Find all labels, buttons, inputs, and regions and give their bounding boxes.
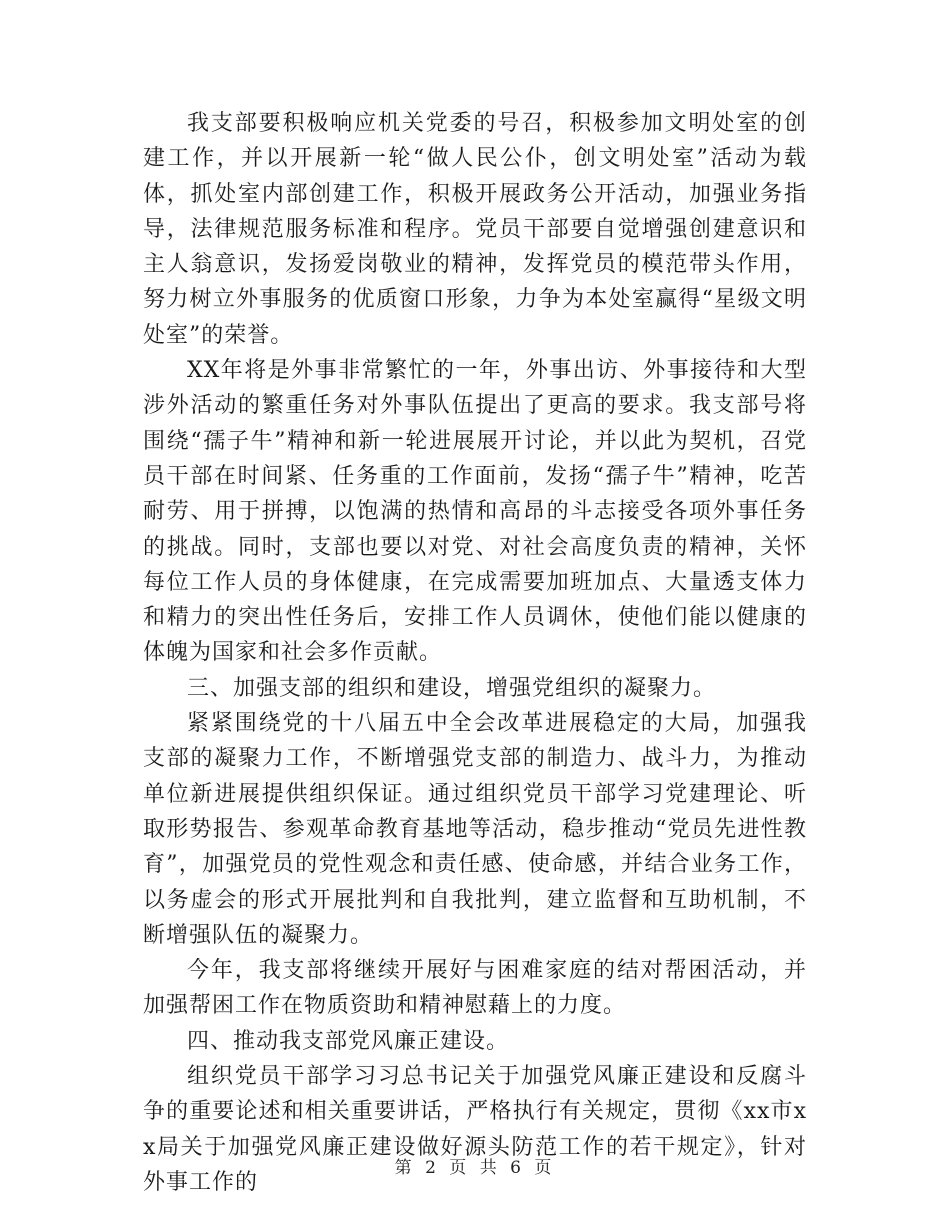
paragraph-foreign-affairs-year: XX年将是外事非常繁忙的一年，外事出访、外事接待和大型涉外活动的繁重任务对外事队伍提出了更高的要求。我支部号将围绕“孺子牛”精神和新一轮进展展开讨论，并以此为契机，召党员干部在时间紧、任务重的工作面前，发扬“孺子牛”精神，吃苦耐劳、用于拼搏，以饱满的热情和高昂的斗志接受各项外事任务的挑战。同时，支部也要以对党、对社会高度负责的精神，关怀每位工作人员的身体健康，在完成需要加班加点、大量透支体力和精力的突出性任务后，安排工作人员调休，使他们能以健康的体魄为国家和社会多作贡献。 xyxy=(143,358,807,666)
page-number-footer: 第 2 页 共 6 页 xyxy=(394,1158,556,1178)
section-heading-integrity: 四、推动我支部党风廉正建设。 xyxy=(187,1028,510,1054)
paragraph-anti-corruption: 组织党员干部学习习总书记关于加强党风廉正建设和反腐斗争的重要论述和相关重要讲话，严格执行有关规定，贯彻《xx市xx局关于加强党风廉正建设做好源头防范工作的若干规定》，针对外事工作的 xyxy=(143,1064,807,1195)
paragraph-poverty-assistance: 今年，我支部将继续开展好与困难家庭的结对帮困活动，并加强帮困工作在物质资助和精神慰藉上的力度。 xyxy=(143,958,807,1019)
paragraph-cohesion: 紧紧围绕党的十八届五中全会改革进展稳定的大局，加强我支部的凝聚力工作，不断增强党支部的制造力、战斗力，为推动单位新进展提供组织保证。通过组织党员干部学习党建理论、听取形势报告、参观革命教育基地等活动，稳步推动“党员先进性教育”，加强党员的党性观念和责任感、使命感，并结合业务工作，以务虚会的形式开展批判和自我批判，建立监督和互助机制，不断增强队伍的凝聚力。 xyxy=(143,711,807,948)
section-heading-organization: 三、加强支部的组织和建设，增强党组织的凝聚力。 xyxy=(187,675,717,701)
paragraph-civilized-office: 我支部要积极响应机关党委的号召，积极参加文明处室的创建工作，并以开展新一轮“做人民公仆，创文明处室”活动为载体，抓处室内部创建工作，积极开展政务公开活动，加强业务指导，法律规范服务标准和程序。党员干部要自觉增强创建意识和主人翁意识，发扬爱岗敬业的精神，发挥党员的模范带头作用，努力树立外事服务的优质窗口形象，力争为本处室赢得“星级文明处室”的荣誉。 xyxy=(143,111,807,348)
document-body xyxy=(143,106,807,1200)
